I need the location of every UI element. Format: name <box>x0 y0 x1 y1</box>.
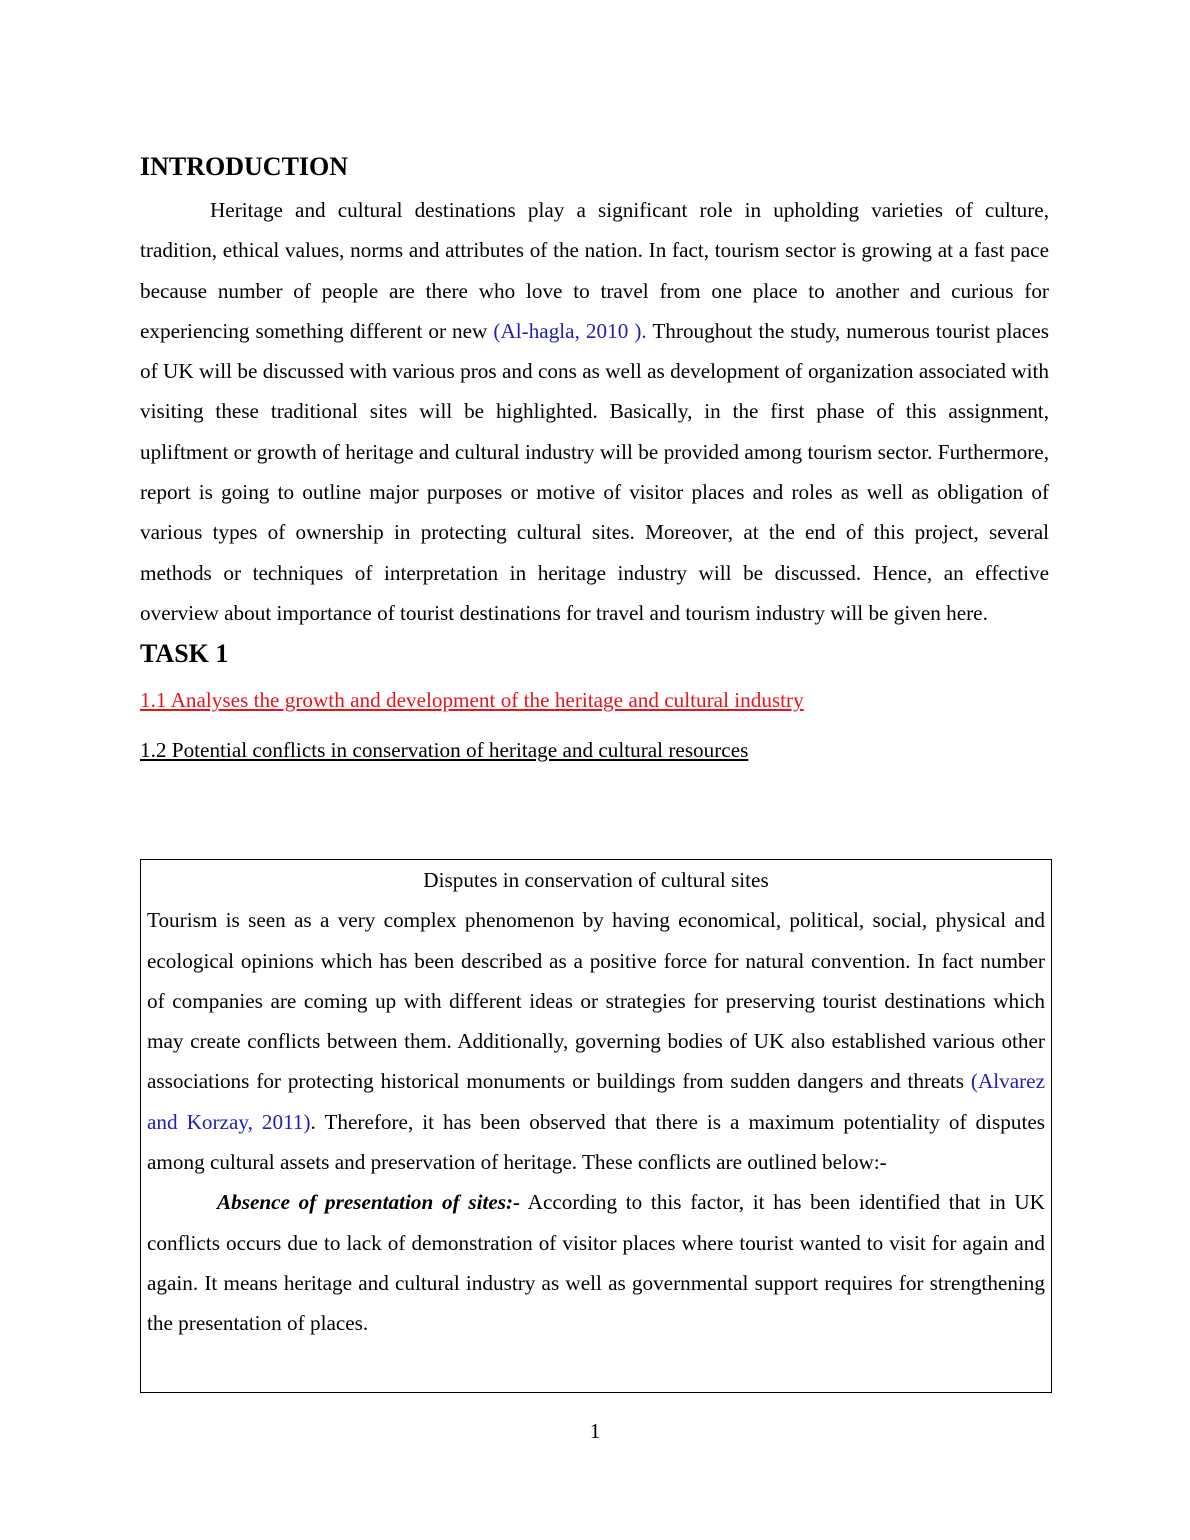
absence-of-presentation-label: Absence of presentation of sites:- <box>217 1190 521 1215</box>
intro-text-part-1: Heritage and cultural destinations play a significant role in upholding varieties of culture, tradition, ethical values, norms and attributes of the nation. In fact, tourism sector is growing at a fast pace because number of people are there who love to travel from one place to another and curious for experiencing something different or new <box>140 198 1049 343</box>
box-paragraph-1 <box>147 900 1045 1182</box>
task-1-heading: TASK 1 <box>140 639 229 669</box>
box-paragraph-2 <box>147 1182 1045 1343</box>
introduction-paragraph <box>140 190 1049 633</box>
box-text-part-2: . Therefore, it has been observed that there is a maximum potentiality of disputes among cultural assets and preservation of heritage. These conflicts are outlined below:- <box>147 1109 1045 1175</box>
box-title: Disputes in conservation of cultural sites <box>423 868 769 892</box>
disputes-text-box <box>140 859 1052 1393</box>
citation-alvarez-korzay: (Alvarez and Korzay, 2011) <box>147 1069 1045 1134</box>
box-text-part-1: Tourism is seen as a very complex phenomenon by having economical, political, social, physical and ecological opinions which has been described as a positive force for natural convention. In fact number of companies are coming up with different ideas or strategies for preserving tourist destinations which may create conflicts between them. Additionally, governing bodies of UK also established various other associations for protecting historical monuments or buildings from sudden dangers and threats <box>147 908 1045 1094</box>
citation-al-hagla: (Al-hagla, 2010 ). <box>493 318 647 343</box>
section-1-2-heading: 1.2 Potential conflicts in conservation of heritage and cultural resources <box>140 738 749 763</box>
section-1-1-heading: 1.1 Analyses the growth and development of the heritage and cultural industry <box>140 688 804 713</box>
box-paragraph-2-text: According to this factor, it has been identified that in UK conflicts occurs due to lack of demonstration of visitor places where tourist wanted to visit for again and again. It means heritage and cultural industry as well as governmental support requires for strengthening the presentation of places. <box>147 1190 1045 1336</box>
document-body <box>140 148 1049 765</box>
introduction-heading: INTRODUCTION <box>140 152 349 181</box>
page-number: 1 <box>589 1419 601 1443</box>
intro-text-part-2: Throughout the study, numerous tourist places of UK will be discussed with various pros and cons as well as development of organization associated with visiting these traditional sites will be highlighted. Basically, in the first phase of this assignment, upliftment or growth of heritage and cultural industry will be provided among tourism sector. Furthermore, report is going to outline major purposes or motive of visitor places and roles as well as obligation of various types of ownership in protecting cultural sites. Moreover, at the end of this project, several methods or techniques of interpretation in heritage industry will be discussed. Hence, an effective overview about importance of tourist destinations for travel and tourism industry will be given here. <box>140 318 1049 625</box>
